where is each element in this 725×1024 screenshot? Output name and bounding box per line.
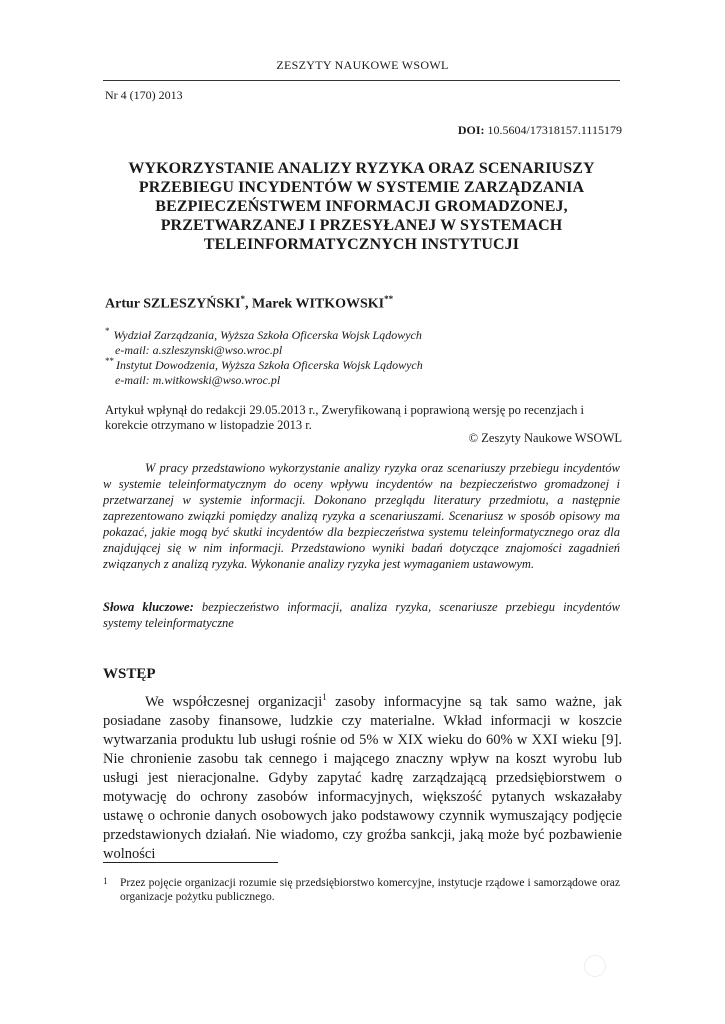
keywords (103, 599, 620, 631)
author-2: Marek WITKOWSKI (252, 296, 385, 312)
title-line: PRZETWARZANEJ I PRZESYŁANEJ W SYSTEMACH (160, 217, 563, 234)
journal-header: ZESZYTY NAUKOWE WSOWL (276, 58, 449, 72)
affiliation-2 (105, 354, 423, 388)
doi-label: DOI: (457, 123, 485, 137)
footnote (103, 876, 620, 904)
author-1-mark: * (240, 294, 246, 304)
author-2-mark: ** (384, 294, 394, 304)
body-paragraph: zasoby informacyjne są tak samo ważne, jak posiadane zasoby finansowe, ludzkie czy materialne. Wkład informacji w koszcie wytwarzania produktu lub usługi rośnie od 5% w XIX wieku do 60% w XXI wieku [9]. Nie chronienie zasobu tak cennego i mającego znaczny wpływ na koszt wyrobu lub usługi jest nieracjonalne. Gdyby zapytać kadrę zarządzającą przedsiębiorstwem o motywację do ochrony zasobów informacyjnych, większość pytanych wskazałaby ustawę o ochronie danych osobowych jako podstawowy czynnik wymuszający podjęcie przedstawionych działań. Nie wiadomo, czy groźba sankcji, jaką może być pozbawienie wolności (103, 693, 622, 862)
copyright: © Zeszyty Naukowe WSOWL (468, 431, 622, 445)
body-text (103, 688, 622, 864)
title-line: WYKORZYSTANIE ANALIZY RYZYKA ORAZ SCENARIUSZY (128, 160, 595, 177)
abstract (103, 460, 620, 572)
watermark-stamp-icon (584, 955, 606, 977)
affiliation-email: e-mail: m.witkowski@wso.wroc.pl (115, 373, 281, 387)
affiliation-mark: * (105, 326, 110, 336)
author-separator: , (245, 296, 253, 312)
affiliation-institution: Instytut Dowodzenia, Wyższa Szkoła Oficerska Wojsk Lądowych (116, 358, 423, 372)
doi-value: 10.5604/17318157.1115179 (487, 123, 622, 137)
affiliation-email: e-mail: a.szleszynski@wso.wroc.pl (115, 343, 283, 357)
footnote-divider (103, 862, 278, 863)
section-heading: WSTĘP (103, 666, 156, 682)
affiliation-1 (105, 324, 422, 358)
keywords-label: Słowa kluczowe: (103, 600, 194, 614)
footnote-text: Przez pojęcie organizacji rozumie się przedsiębiorstwo komercyjne, instytucje rządowe i samorządowe oraz organizacje pożytku publicznego. (120, 877, 620, 903)
abstract-text: W pracy przedstawiono wykorzystanie analizy ryzyka oraz scenariuszy przebiegu incydentów w systemie teleinformatycznym do oceny wpływu incydentów na bezpieczeństwo gromadzonej i przetwarzanej w systemie informacji. Dokonano przeglądu literatury przedmiotu, a następnie zaprezentowano związki pomiędzy analizą ryzyka a scenariuszami. Scenariusz w sposób opisowy ma pokazać, jakie mogą być skutki incydentów dla bezpieczeństwa systemu teleinformatycznego oraz dla znajdującej się w nim informacji. Przedstawiono wyniki badań dotyczące znajomości zagadnień związanych z analizą ryzyka. Wykonanie analizy ryzyka jest wymaganiem ustawowym. (103, 461, 620, 571)
keywords-text: bezpieczeństwo informacji, analiza ryzyka, scenariusze przebiegu incydentów systemy teleinformatyczne (103, 600, 620, 630)
header-divider (103, 80, 620, 81)
doi (458, 123, 622, 138)
title-line: BEZPIECZEŃSTWEM INFORMACJI GROMADZONEJ, (155, 198, 568, 215)
title-line: PRZEBIEGU INCYDENTÓW W SYSTEMIE ZARZĄDZANIA (138, 179, 585, 196)
authors (105, 294, 393, 313)
author-1: Artur SZLESZYŃSKI (105, 296, 241, 312)
footnote-number: 1 (103, 876, 108, 886)
issue-number: Nr 4 (170) 2013 (105, 88, 183, 102)
affiliation-institution: Wydział Zarządzania, Wyższa Szkoła Oficerska Wojsk Lądowych (113, 328, 422, 342)
received-note: Artykuł wpłynął do redakcji 29.05.2013 r., Zweryfikowaną i poprawioną wersję po recenzjach i korekcie otrzymano w listopadzie 2013 r. (105, 403, 585, 432)
affiliation-mark: ** (105, 356, 114, 366)
footnote-reference[interactable]: 1 (322, 692, 327, 702)
article-title (103, 159, 620, 254)
title-line: TELEINFORMATYCZNYCH INSTYTUCJI (203, 236, 520, 253)
body-lead: We współczesnej organizacji (145, 693, 323, 710)
